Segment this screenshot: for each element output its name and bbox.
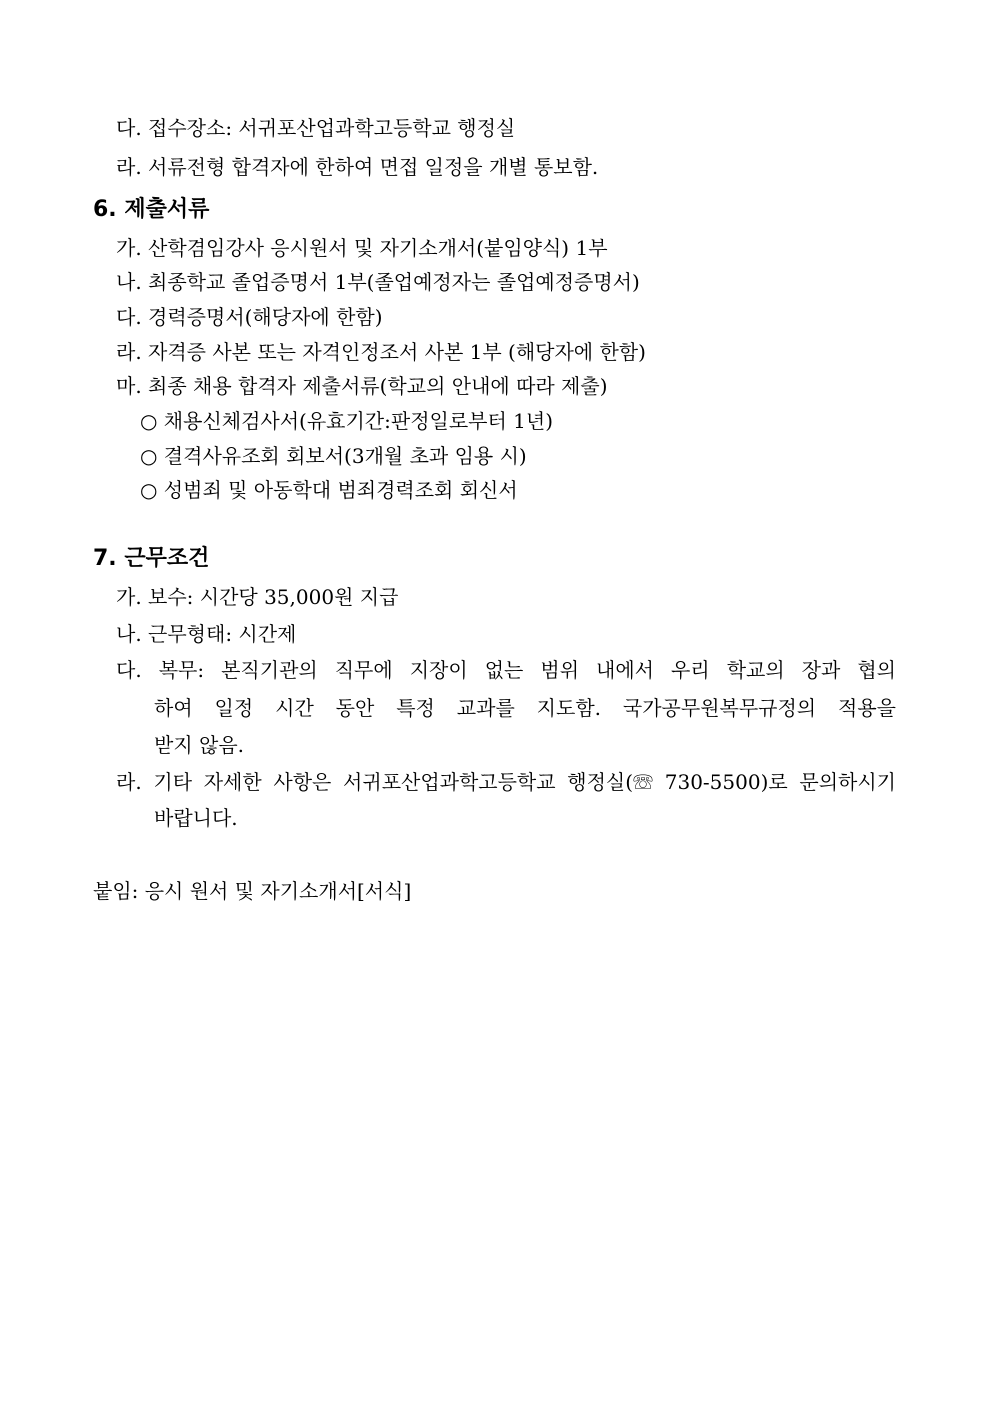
section7-item-da-line2: 하여 일정 시간 동안 특정 교과를 지도함. 국가공무원복무규정의 적용을 — [154, 696, 896, 720]
section7-item-ga: 가. 보수: 시간당 35,000원 지급 — [116, 585, 399, 609]
sub-item-criminal-record: ○ 성범죄 및 아동학대 범죄경력조회 회신서 — [140, 478, 518, 502]
section6-item-na: 나. 최종학교 졸업증명서 1부(졸업예정자는 졸업예정증명서) — [116, 270, 640, 294]
section-6-heading: 6. 제출서류 — [93, 197, 210, 222]
section6-item-ma: 마. 최종 채용 합격자 제출서류(학교의 안내에 따라 제출) — [116, 374, 608, 398]
sub-item-disqualification: ○ 결격사유조회 회보서(3개월 초과 임용 시) — [140, 444, 527, 468]
section7-item-na: 나. 근무형태: 시간제 — [116, 622, 297, 646]
section7-item-da-line1: 다. 복무: 본직기관의 직무에 지장이 없는 범위 내에서 우리 학교의 장과 협의 — [116, 658, 896, 682]
section7-item-ra-line1: 라. 기타 자세한 사항은 서귀포산업과학고등학교 행정실(☏ 730-5500)로 문의하시기 — [116, 770, 896, 794]
section6-item-ra: 라. 자격증 사본 또는 자격인정조서 사본 1부 (해당자에 한함) — [116, 340, 646, 364]
section7-item-ra-line2: 바랍니다. — [154, 806, 238, 830]
section-7-heading: 7. 근무조건 — [93, 546, 210, 571]
section6-item-ga: 가. 산학겸임강사 응시원서 및 자기소개서(붙임양식) 1부 — [116, 236, 608, 260]
sub-item-health-check: ○ 채용신체검사서(유효기간:판정일로부터 1년) — [140, 409, 553, 433]
section7-item-da-line3: 받지 않음. — [154, 733, 244, 757]
reception-place-item: 다. 접수장소: 서귀포산업과학고등학교 행정실 — [116, 116, 516, 140]
attachment-note: 붙임: 응시 원서 및 자기소개서[서식] — [93, 879, 412, 903]
interview-notice-item: 라. 서류전형 합격자에 한하여 면접 일정을 개별 통보함. — [116, 155, 599, 179]
section6-item-da: 다. 경력증명서(해당자에 한함) — [116, 305, 383, 329]
